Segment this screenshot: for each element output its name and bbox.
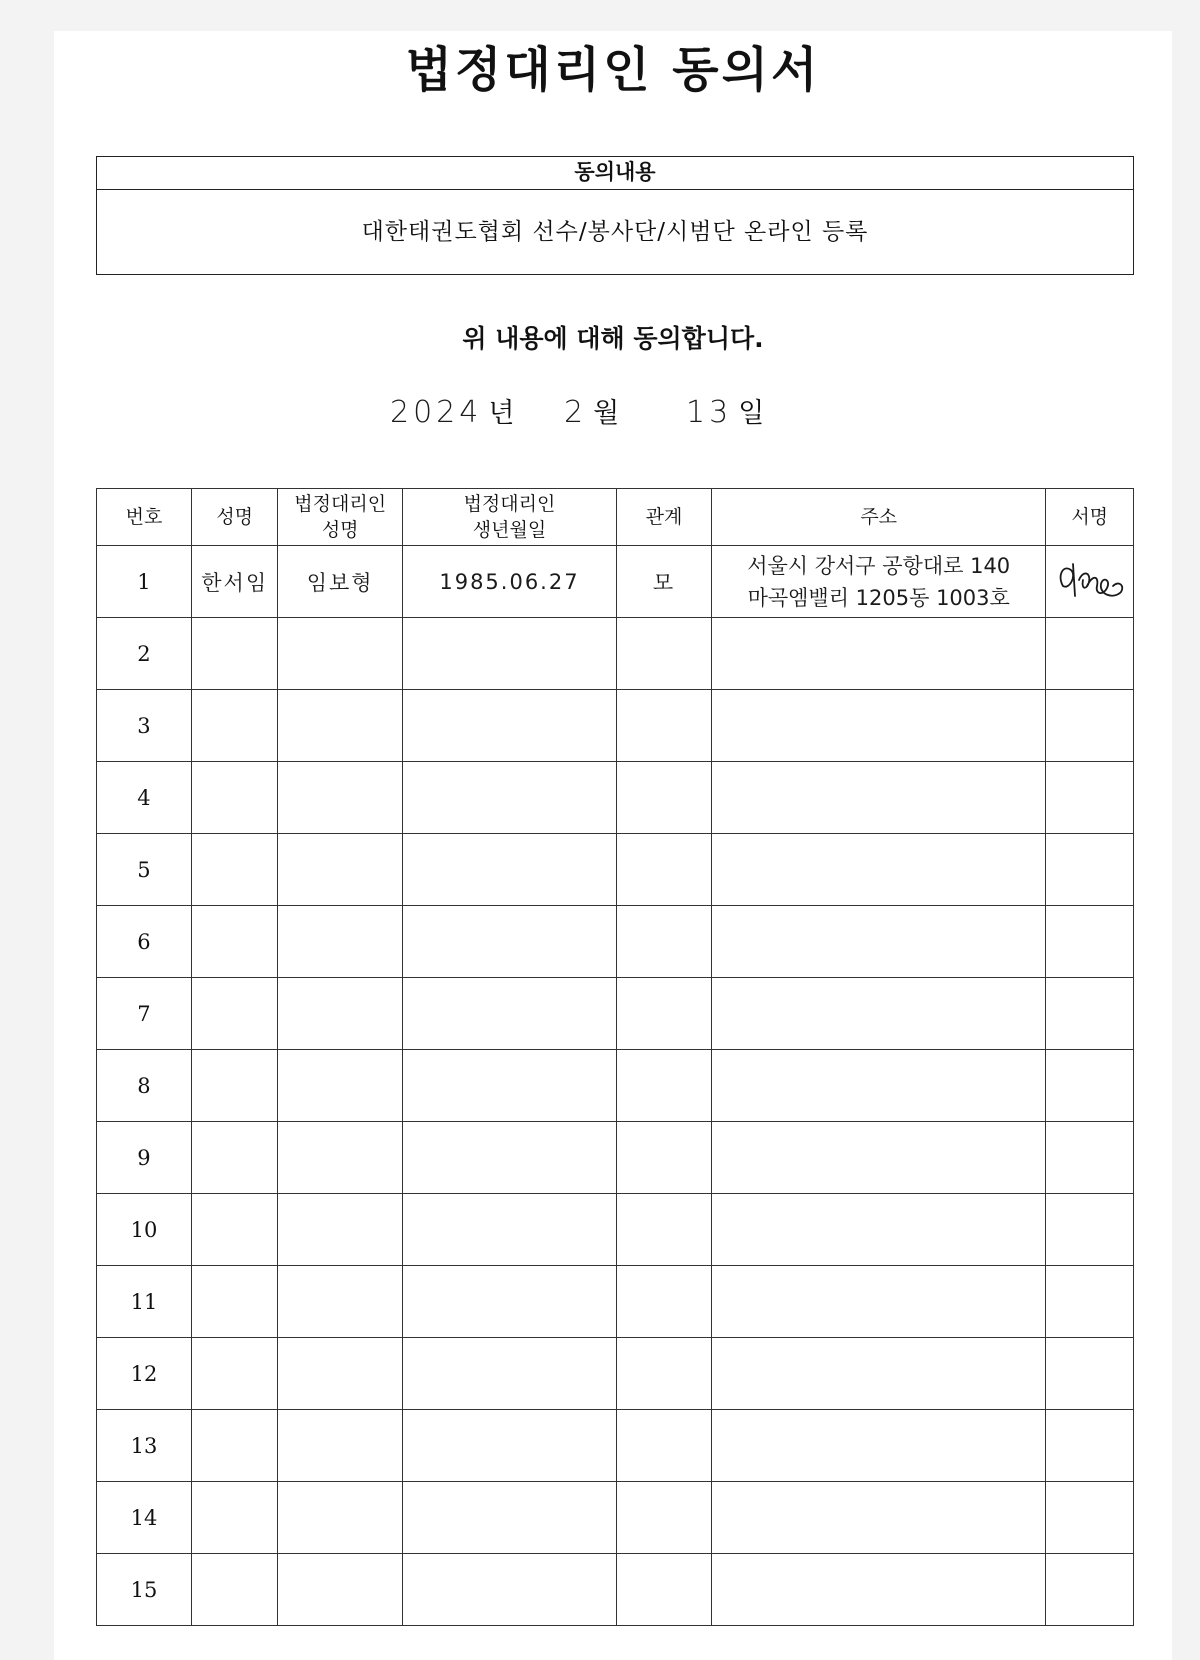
header-name: 성명: [191, 489, 278, 546]
table-row: [97, 1122, 1134, 1194]
document-title: 법정대리인 동의서: [405, 42, 821, 98]
header-no: 번호: [97, 489, 192, 546]
consent-body: 대한태권도협회 선수/봉사단/시범단 온라인 등록: [361, 219, 869, 245]
row-number: 6: [97, 906, 192, 978]
table-row: [97, 1050, 1134, 1122]
header-guardian-name-line2: 성명: [321, 519, 359, 541]
table-row: [97, 978, 1134, 1050]
guardian-name: 임보형: [278, 546, 402, 618]
table-row: [97, 834, 1134, 906]
month-unit: 월: [593, 398, 620, 429]
header-address: 주소: [711, 489, 1045, 546]
row-number: 9: [97, 1122, 192, 1194]
table-row: [97, 546, 1134, 618]
handwritten-signature: [1053, 556, 1127, 608]
table-row: [97, 1410, 1134, 1482]
table-row: [97, 1338, 1134, 1410]
table-row: [97, 690, 1134, 762]
header-guardian-birth: [402, 489, 616, 546]
date-year: [390, 391, 514, 430]
student-name: 한서임: [191, 546, 278, 618]
row-number: 2: [97, 618, 192, 690]
row-number: 7: [97, 978, 192, 1050]
table-row: [97, 1194, 1134, 1266]
row-number: 3: [97, 690, 192, 762]
row-number: 11: [97, 1266, 192, 1338]
signature-cell: [1046, 546, 1134, 618]
header-relation: 관계: [617, 489, 712, 546]
table-row: [97, 762, 1134, 834]
table-row: [97, 1482, 1134, 1554]
header-guardian-birth-line1: 법정대리인: [463, 493, 556, 515]
row-number: 13: [97, 1410, 192, 1482]
date-day: [686, 391, 764, 430]
row-number: 8: [97, 1050, 192, 1122]
row-number: 12: [97, 1338, 192, 1410]
table-row: [97, 1266, 1134, 1338]
table-row: [97, 1554, 1134, 1626]
date-month: [564, 391, 619, 430]
row-number: 5: [97, 834, 192, 906]
consent-box: [96, 156, 1134, 275]
guardian-table: [96, 488, 1134, 1626]
month-value: 2: [564, 395, 588, 430]
table-header-row: [97, 489, 1134, 546]
row-number: 10: [97, 1194, 192, 1266]
year-unit: 년: [488, 398, 515, 429]
address-line1: 서울시 강서구 공항대로 140: [747, 553, 1011, 578]
header-guardian-name: [278, 489, 402, 546]
address: [711, 546, 1045, 618]
row-number: 14: [97, 1482, 192, 1554]
header-guardian-birth-line2: 생년월일: [472, 519, 547, 541]
day-value: 13: [686, 395, 733, 430]
consent-header: 동의내용: [97, 157, 1133, 190]
address-line2: 마곡엠밸리 1205동 1003호: [747, 585, 1010, 610]
table-row: [97, 906, 1134, 978]
agreement-statement: 위 내용에 대해 동의합니다.: [462, 324, 764, 353]
relation: 모: [617, 546, 712, 618]
day-unit: 일: [738, 398, 765, 429]
guardian-birthdate: 1985.06.27: [402, 546, 616, 618]
header-guardian-name-line1: 법정대리인: [294, 493, 387, 515]
row-number: 1: [97, 546, 192, 618]
year-value: 2024: [390, 395, 483, 430]
table-row: [97, 618, 1134, 690]
row-number: 15: [97, 1554, 192, 1626]
header-signature: 서명: [1046, 489, 1134, 546]
document-page: [54, 31, 1172, 1660]
row-number: 4: [97, 762, 192, 834]
